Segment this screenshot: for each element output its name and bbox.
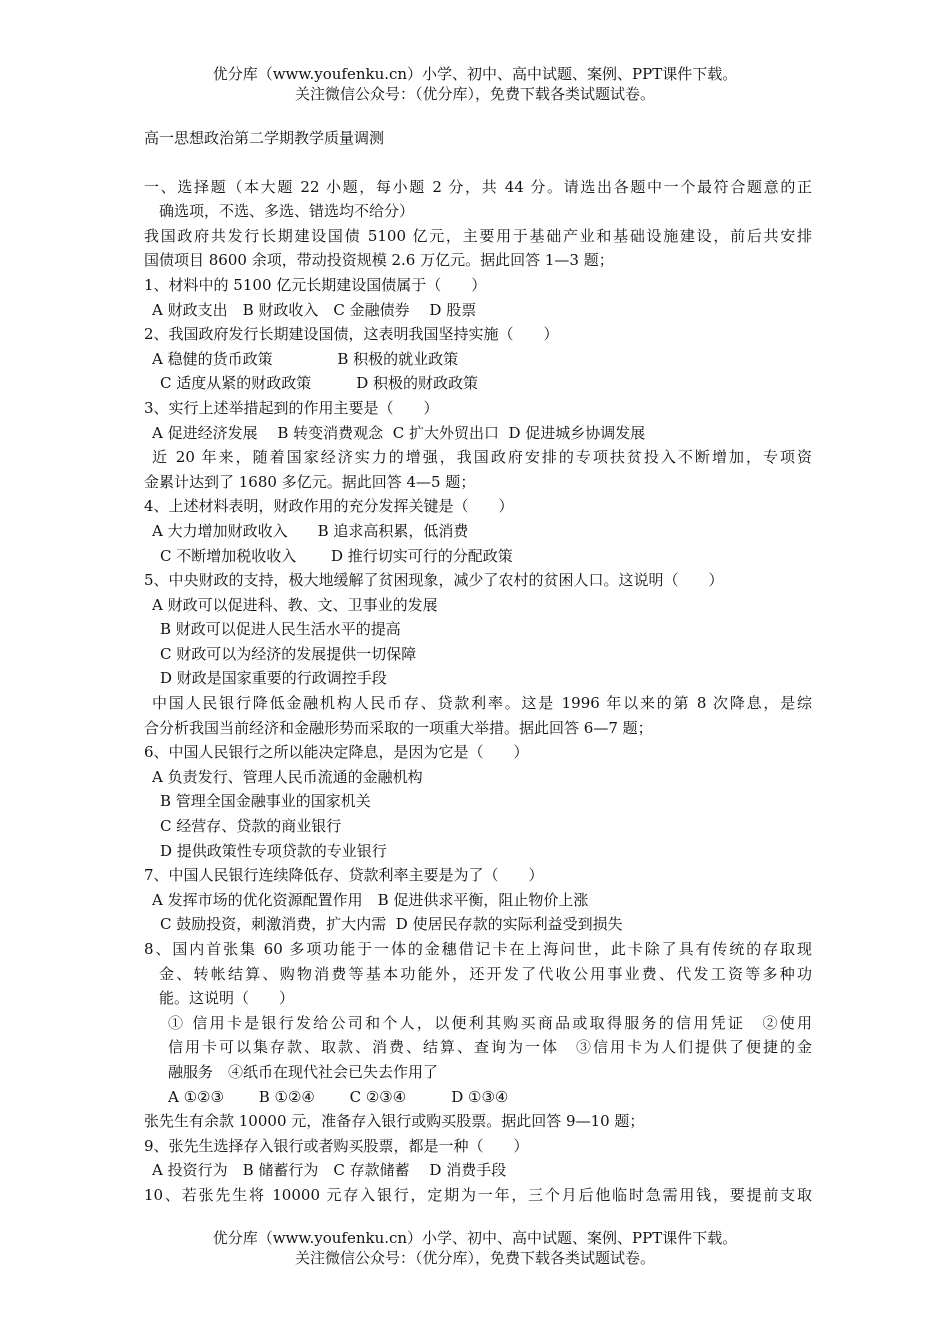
- material-4: 张先生有余款 10000 元，准备存入银行或购买股票。据此回答 9—10 题；: [144, 1112, 645, 1131]
- question-5: 5、中央财政的支持，极大地缓解了贫困现象，减少了农村的贫困人口。这说明（ ）: [144, 571, 724, 590]
- question-10: 10、若张先生将 10000 元存入银行，定期为一年，三个月后他临时急需用钱，要提前支取: [144, 1185, 812, 1204]
- question-2-options-cd: C 适度从紧的财政政策 D 积极的财政政策: [160, 374, 479, 393]
- question-2-options-ab: A 稳健的货币政策 B 积极的就业政策: [152, 349, 459, 368]
- question-8-statements-line-1: ① 信用卡是银行发给公司和个人，以便利其购买商品或取得服务的信用凭证 ②使用: [168, 1013, 812, 1032]
- document-title: 高一思想政治第二学期教学质量调测: [144, 129, 385, 147]
- question-6-option-b: B 管理全国金融事业的国家机关: [160, 792, 371, 811]
- material-3-line-1: 中国人民银行降低金融机构人民币存、贷款利率。这是 1996 年以来的第 8 次降息，是综: [152, 694, 812, 713]
- question-5-option-b: B 财政可以促进人民生活水平的提高: [160, 620, 401, 639]
- section-heading-line-2: 确选项，不选、多选、错选均不给分）: [159, 202, 415, 221]
- footer-line-2: 关注微信公众号：（优分库），免费下载各类试题试卷。: [294, 1249, 655, 1267]
- question-2: 2、我国政府发行长期建设国债，这表明我国坚持实施（ ）: [144, 325, 559, 344]
- question-7: 7、中国人民银行连续降低存、贷款利率主要是为了（ ）: [144, 866, 544, 885]
- question-4-options-cd: C 不断增加税收收入 D 推行切实可行的分配政策: [160, 546, 513, 565]
- question-8-options: A ①②③ B ①②④ C ②③④ D ①③④: [168, 1087, 509, 1106]
- document-body: [144, 126, 812, 1208]
- section-heading-line-1: 一、选择题（本大题 22 小题，每小题 2 分，共 44 分。请选出各题中一个最符合题意的正: [144, 177, 812, 196]
- header-line-1: 优分库（www.youfenku.cn）小学、初中、高中试题、案例、PPT课件下载。: [212, 65, 738, 83]
- question-1-options: A 财政支出 B 财政收入 C 金融债券 D 股票: [152, 300, 477, 319]
- header-line-2: 关注微信公众号：（优分库），免费下载各类试题试卷。: [294, 85, 655, 103]
- question-6-option-c: C 经营存、贷款的商业银行: [160, 817, 342, 836]
- question-6-option-d: D 提供政策性专项贷款的专业银行: [160, 841, 387, 860]
- question-5-option-d: D 财政是国家重要的行政调控手段: [160, 669, 387, 688]
- question-8-statements-line-2: 信用卡可以集存款、取款、消费、结算、查询为一体 ③信用卡为人们提供了便捷的金: [168, 1038, 812, 1057]
- material-2-line-1: 近 20 年来，随着国家经济实力的增强，我国政府安排的专项扶贫投入不断增加，专项资: [152, 448, 812, 467]
- question-7-options-ab: A 发挥市场的优化资源配置作用 B 促进供求平衡，阻止物价上涨: [152, 890, 589, 909]
- material-1-line-2: 国债项目 8600 余项，带动投资规模 2.6 万亿元。据此回答 1—3 题；: [144, 251, 614, 270]
- question-6: 6、中国人民银行之所以能决定降息，是因为它是（ ）: [144, 743, 529, 762]
- material-3-line-2: 合分析我国当前经济和金融形势而采取的一项重大举措。据此回答 6—7 题；: [144, 718, 653, 737]
- question-8-line-2: 金、转帐结算、购物消费等基本功能外，还开发了代收公用事业费、代发工资等多种功: [159, 964, 812, 983]
- question-5-option-c: C 财政可以为经济的发展提供一切保障: [160, 644, 417, 663]
- question-4: 4、上述材料表明，财政作用的充分发挥关键是（ ）: [144, 497, 514, 516]
- question-1: 1、材料中的 5100 亿元长期建设国债属于（ ）: [144, 275, 487, 294]
- question-8-line-1: 8、国内首张集 60 多项功能于一体的金穗借记卡在上海问世，此卡除了具有传统的存取现: [144, 940, 812, 958]
- question-8-line-3: 能。这说明（ ）: [159, 989, 295, 1008]
- page-footer: [0, 1228, 950, 1268]
- question-3: 3、实行上述举措起到的作用主要是（ ）: [144, 398, 439, 417]
- material-1-line-1: 我国政府共发行长期建设国债 5100 亿元，主要用于基础产业和基础设施建设，前后共安排: [144, 226, 812, 245]
- question-7-options-cd: C 鼓励投资，刺激消费，扩大内需 D 使居民存款的实际利益受到损失: [160, 915, 623, 934]
- question-3-options: A 促进经济发展 B 转变消费观念 C 扩大外贸出口 D 促进城乡协调发展: [152, 423, 646, 442]
- question-8-statements-line-3: 融服务 ④纸币在现代社会已失去作用了: [168, 1062, 439, 1081]
- question-9-options: A 投资行为 B 储蓄行为 C 存款储蓄 D 消费手段: [152, 1161, 507, 1180]
- page-header: [0, 64, 950, 104]
- question-4-options-ab: A 大力增加财政收入 B 追求高积累，低消费: [152, 521, 469, 540]
- question-5-option-a: A 财政可以促进科、教、文、卫事业的发展: [152, 595, 438, 614]
- question-6-option-a: A 负责发行、管理人民币流通的金融机构: [152, 767, 423, 786]
- question-9: 9、张先生选择存入银行或者购买股票，都是一种（ ）: [144, 1136, 529, 1155]
- footer-line-1: 优分库（www.youfenku.cn）小学、初中、高中试题、案例、PPT课件下载。: [212, 1229, 738, 1247]
- material-2-line-2: 金累计达到了 1680 多亿元。据此回答 4—5 题；: [144, 472, 476, 491]
